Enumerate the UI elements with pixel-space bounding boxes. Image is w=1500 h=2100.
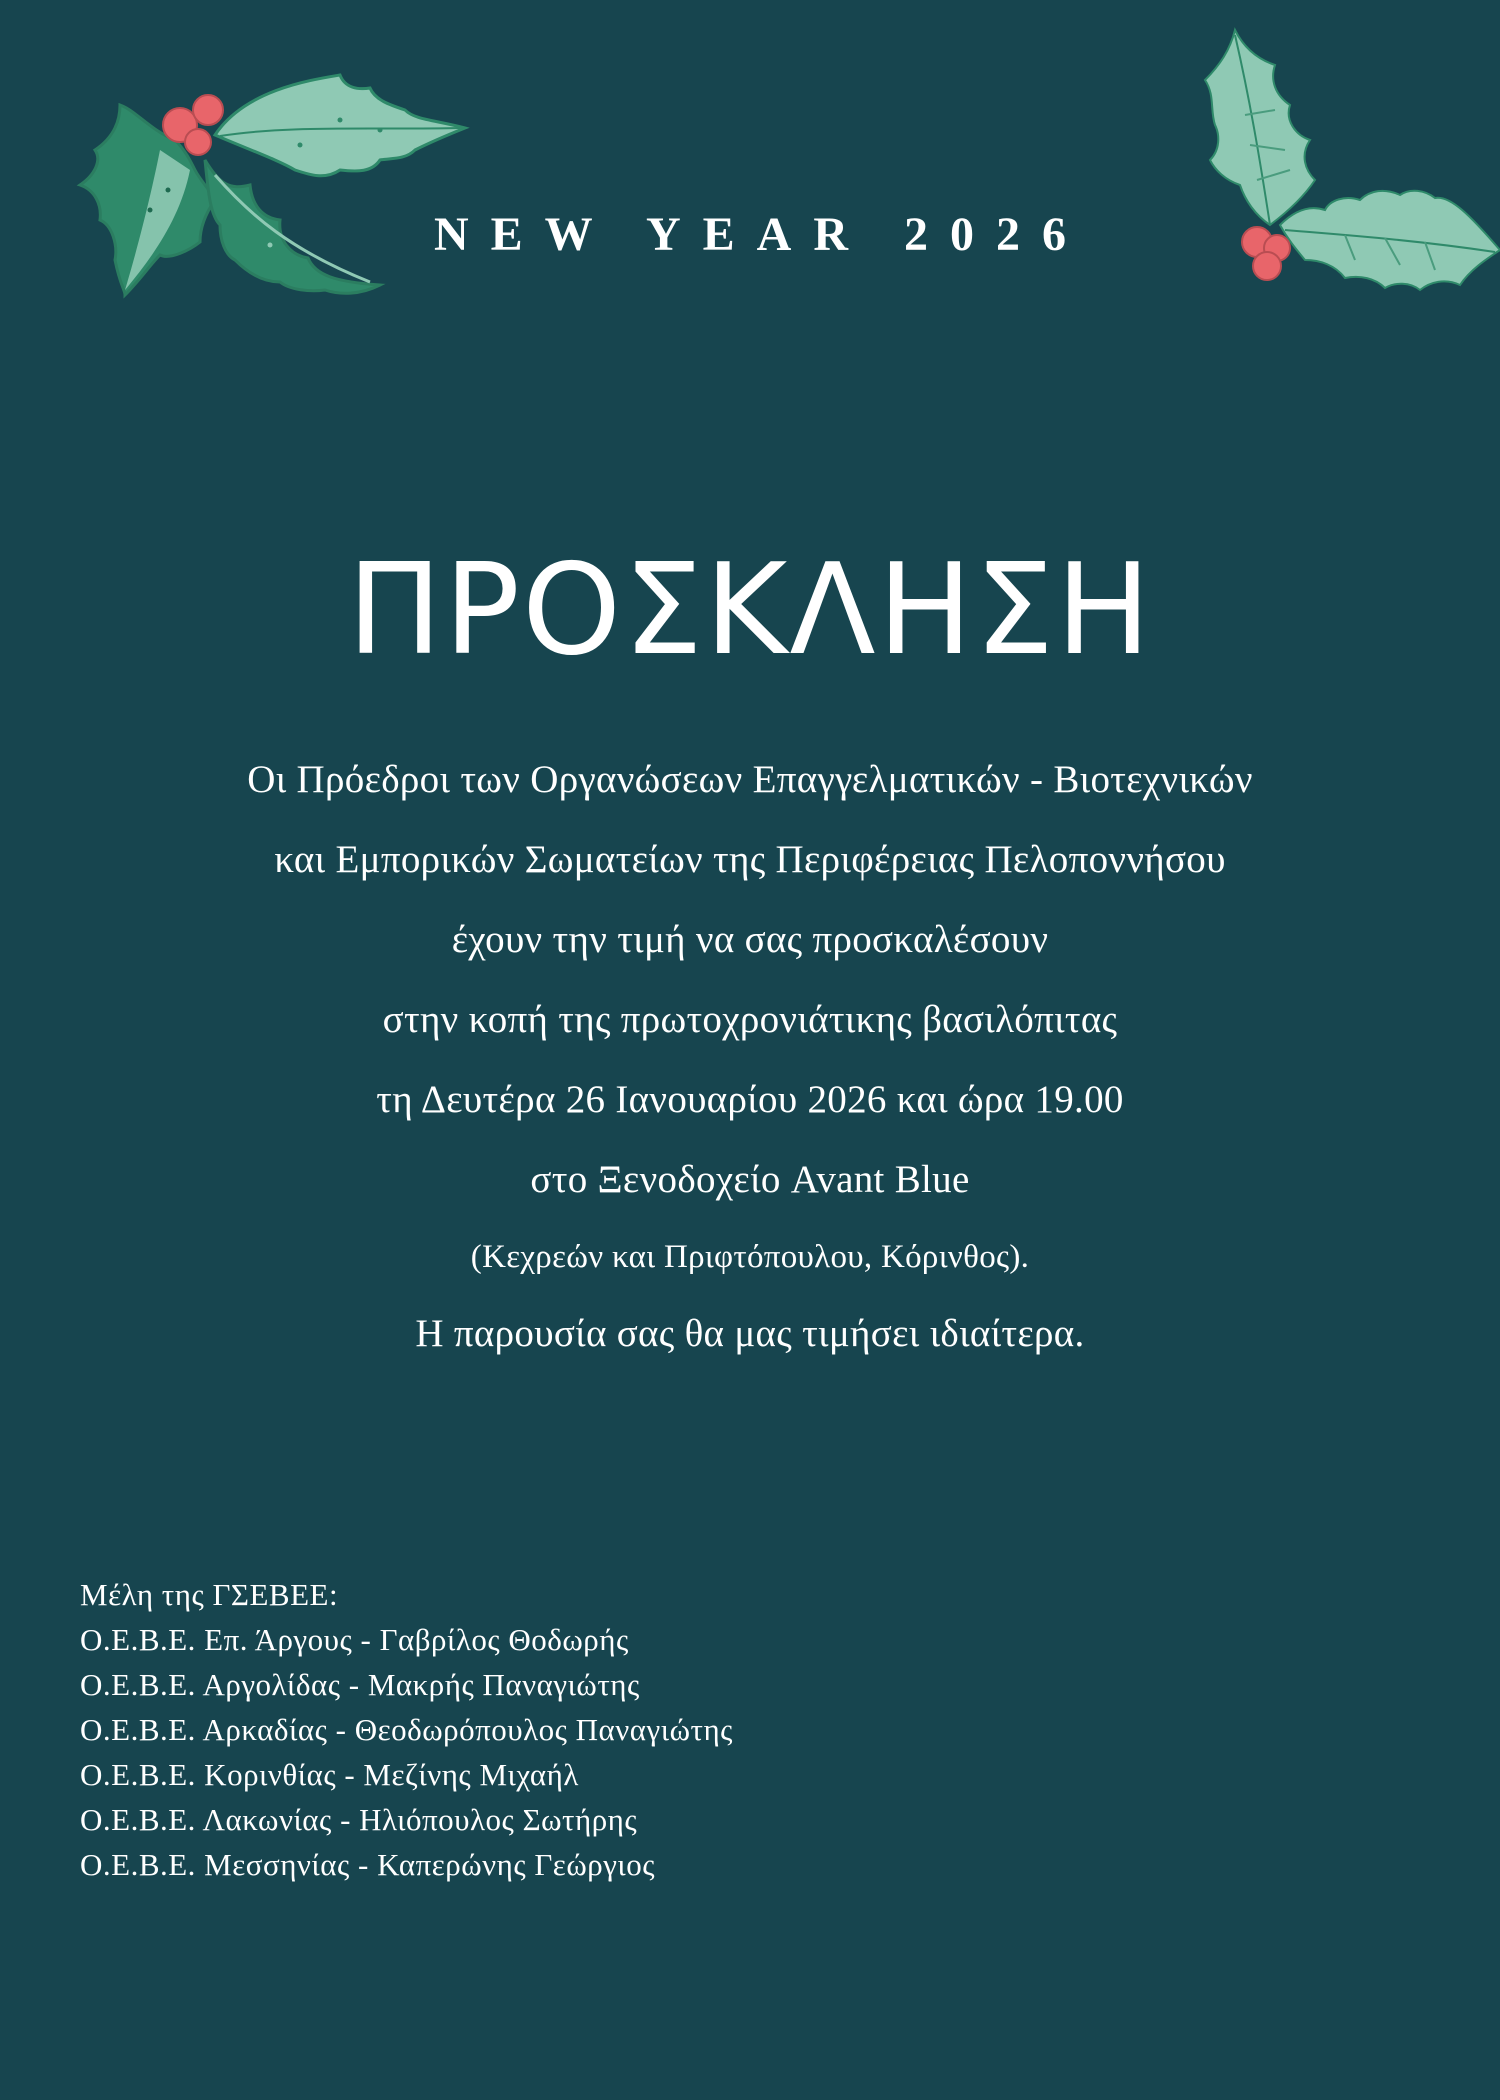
invitation-line: Οι Πρόεδροι των Οργανώσεων Επαγγελματικών - Βιοτεχνικών [247,758,1253,801]
header-subtitle: NEW YEAR 2026 [433,208,1089,261]
member-item: Ο.Ε.Β.Ε. Κορινθίας - Μεζίνης Μιχαήλ [80,1757,579,1792]
member-item: Ο.Ε.Β.Ε. Επ. Άργους - Γαβρίλος Θοδωρής [80,1622,629,1657]
invitation-body [0,740,1500,1374]
member-item: Ο.Ε.Β.Ε. Μεσσηνίας - Καπερώνης Γεώργιος [80,1847,656,1882]
holly-right-icon [1195,20,1500,330]
invitation-line: στην κοπή της πρωτοχρονιάτικης βασιλόπιτας [382,998,1118,1041]
invitation-line: έχουν την τιμή να σας προσκαλέσουν [451,918,1049,961]
member-item: Ο.Ε.Β.Ε. Αργολίδας - Μακρής Παναγιώτης [80,1667,640,1702]
invitation-line: και Εμπορικών Σωματείων της Περιφέρειας Πελοποννήσου [274,838,1226,881]
members-heading: Μέλη της ΓΣΕΒΕΕ: [80,1577,339,1612]
members-list [80,1572,733,1887]
invitation-venue-line: στο Ξενοδοχείο Avant Blue [530,1158,970,1201]
invitation-closing-line: Η παρουσία σας θα μας τιμήσει ιδιαίτερα. [415,1312,1085,1355]
member-item: Ο.Ε.Β.Ε. Λακωνίας - Ηλιόπουλος Σωτήρης [80,1802,638,1837]
page-title: ΠΡΟΣΚΛΗΣΗ [347,536,1153,683]
member-item: Ο.Ε.Β.Ε. Αρκαδίας - Θεοδωρόπουλος Παναγιώτης [80,1712,733,1747]
invitation-date-line: τη Δευτέρα 26 Ιανουαρίου 2026 και ώρα 19.00 [376,1078,1124,1121]
invitation-address-line: (Κεχρεών και Πριφτόπουλου, Κόρινθος). [470,1239,1030,1275]
